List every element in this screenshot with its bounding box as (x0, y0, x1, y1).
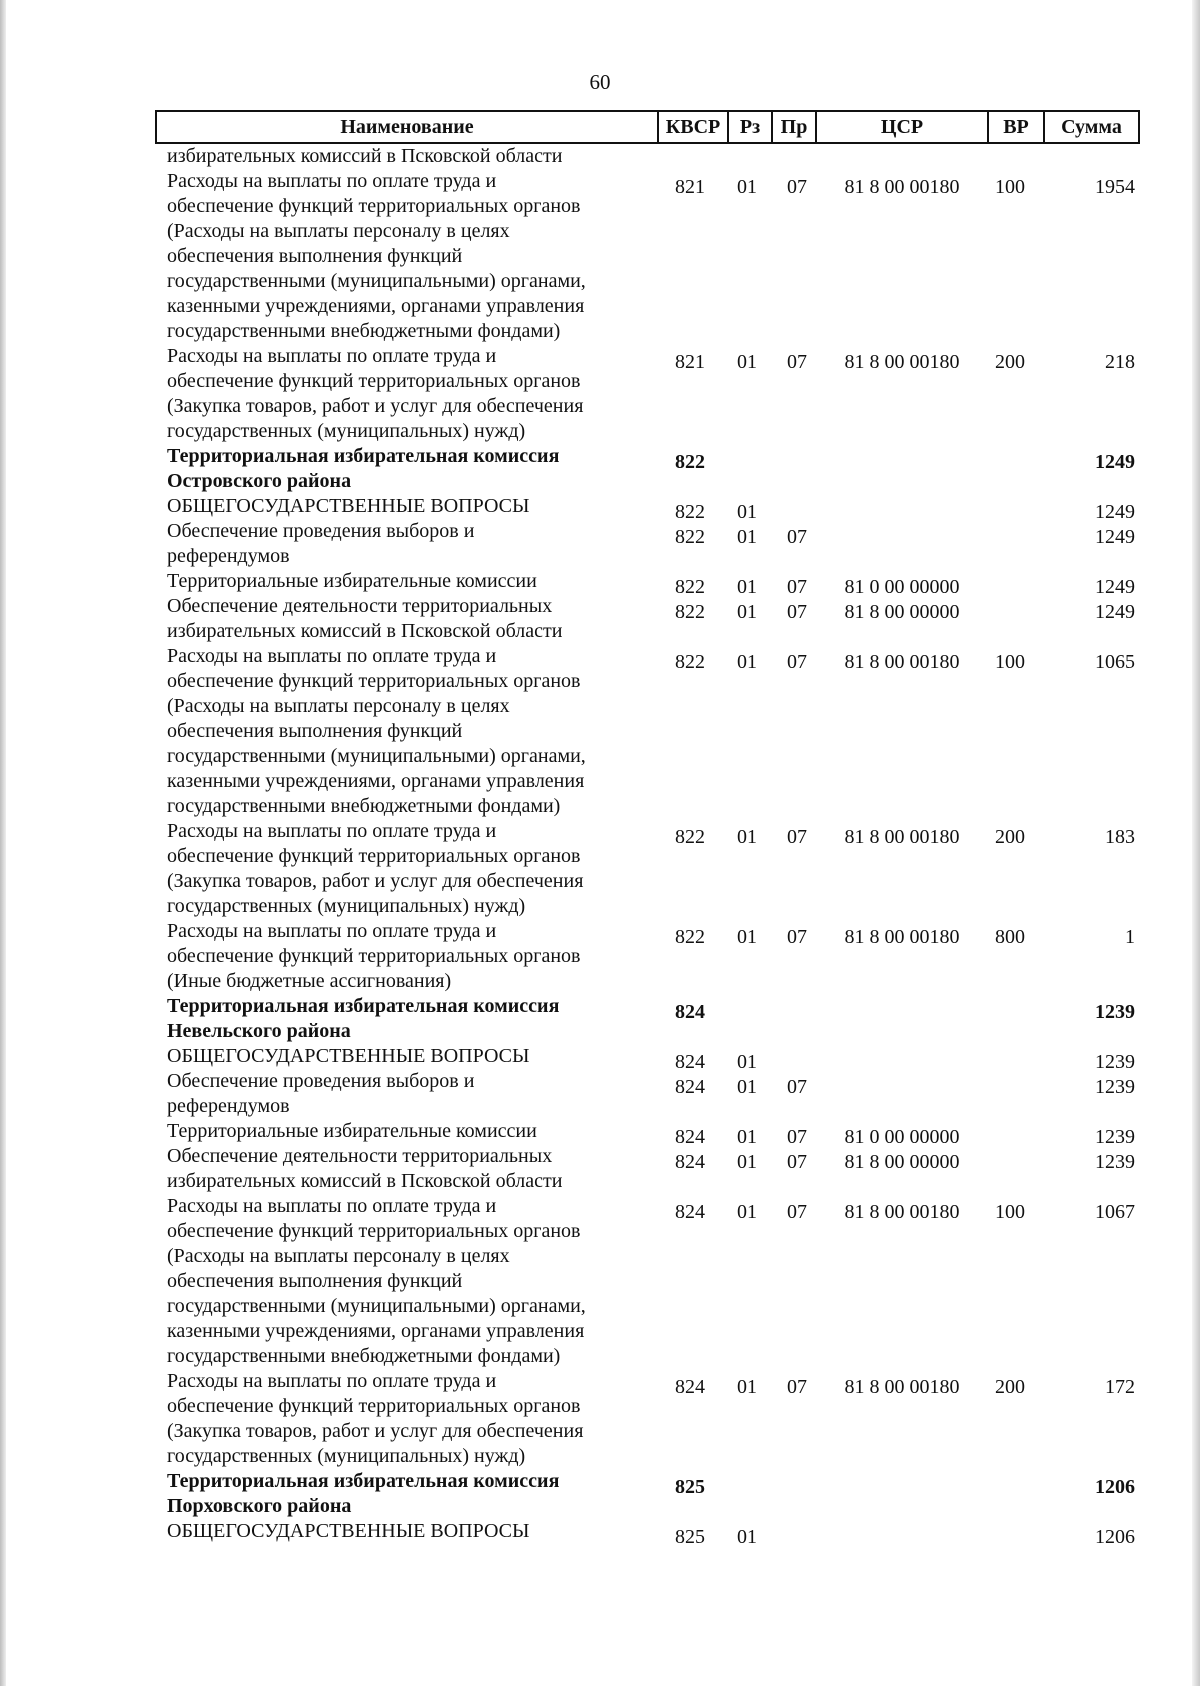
row-kvsr: 821 (675, 351, 705, 373)
row-name: Расходы на выплаты по оплате труда и обеспечение функций территориальных органов (Расходы на выплаты персоналу в целях обеспечения выполнения функций государственными (муниципальными) органами, казенными учреждениями, органами управления государственными внебюджетными фондами) (167, 1195, 586, 1367)
row-kvsr: 822 (675, 451, 705, 473)
row-kvsr: 822 (675, 601, 705, 623)
table-row (155, 1194, 1140, 1369)
row-sum: 1239 (1095, 1126, 1135, 1148)
row-name: ОБЩЕГОСУДАРСТВЕННЫЕ ВОПРОСЫ (167, 1045, 530, 1067)
row-csr: 81 8 00 00000 (844, 1151, 960, 1173)
row-sum: 1239 (1095, 1151, 1135, 1173)
row-rz: 01 (737, 526, 757, 548)
row-pr: 07 (787, 926, 807, 948)
row-pr: 07 (787, 576, 807, 598)
row-name: избирательных комиссий в Псковской области (167, 145, 563, 167)
header-sum: Сумма (1043, 112, 1138, 142)
row-name: Расходы на выплаты по оплате труда и обеспечение функций территориальных органов (Закупка товаров, работ и услуг для обеспечения государственных (муниципальных) нужд) (167, 345, 584, 442)
row-pr: 07 (787, 1376, 807, 1398)
row-sum: 218 (1105, 351, 1135, 373)
row-kvsr: 821 (675, 176, 705, 198)
row-rz: 01 (737, 601, 757, 623)
table-row (155, 919, 1140, 994)
header-pr: Пр (771, 112, 815, 142)
row-kvsr: 822 (675, 501, 705, 523)
row-sum: 172 (1105, 1376, 1135, 1398)
row-kvsr: 824 (675, 1201, 705, 1223)
row-vr: 200 (995, 1376, 1025, 1398)
table-row (155, 1369, 1140, 1469)
row-csr: 81 8 00 00180 (844, 651, 960, 673)
row-rz: 01 (737, 651, 757, 673)
table-row (155, 1519, 1140, 1548)
row-name: Обеспечение деятельности территориальных избирательных комиссий в Псковской области (167, 1145, 563, 1192)
table-row (155, 1119, 1140, 1148)
row-csr: 81 8 00 00000 (844, 601, 960, 623)
row-sum: 1954 (1095, 176, 1135, 198)
row-vr: 200 (995, 826, 1025, 848)
row-pr: 07 (787, 351, 807, 373)
row-vr: 800 (995, 926, 1025, 948)
table-row (155, 1069, 1140, 1119)
row-rz: 01 (737, 1151, 757, 1173)
row-name: ОБЩЕГОСУДАРСТВЕННЫЕ ВОПРОСЫ (167, 1520, 530, 1542)
row-kvsr: 824 (675, 1151, 705, 1173)
row-name: Обеспечение проведения выборов и референдумов (167, 520, 475, 567)
row-rz: 01 (737, 351, 757, 373)
row-sum: 1065 (1095, 651, 1135, 673)
row-sum: 1206 (1095, 1526, 1135, 1548)
row-kvsr: 822 (675, 651, 705, 673)
row-name: Расходы на выплаты по оплате труда и обеспечение функций территориальных органов (Расходы на выплаты персоналу в целях обеспечения выполнения функций государственными (муниципальными) органами, казенными учреждениями, органами управления государственными внебюджетными фондами) (167, 170, 586, 342)
table-body (155, 144, 1140, 1548)
row-pr: 07 (787, 1201, 807, 1223)
row-name: Обеспечение проведения выборов и референдумов (167, 1070, 475, 1117)
row-pr: 07 (787, 601, 807, 623)
row-kvsr: 822 (675, 826, 705, 848)
header-csr: ЦСР (815, 112, 987, 142)
row-sum: 1249 (1095, 601, 1135, 623)
budget-table (155, 110, 1140, 1548)
row-pr: 07 (787, 651, 807, 673)
row-name: Территориальные избирательные комиссии (167, 1120, 537, 1142)
row-sum: 1249 (1095, 576, 1135, 598)
row-rz: 01 (737, 1201, 757, 1223)
table-row (155, 594, 1140, 644)
row-kvsr: 825 (675, 1476, 705, 1498)
row-kvsr: 824 (675, 1376, 705, 1398)
row-kvsr: 824 (675, 1001, 705, 1023)
table-row (155, 1469, 1140, 1519)
table-row (155, 344, 1140, 444)
row-kvsr: 824 (675, 1051, 705, 1073)
row-pr: 07 (787, 526, 807, 548)
table-row (155, 1044, 1140, 1073)
row-csr: 81 8 00 00180 (844, 176, 960, 198)
row-sum: 1249 (1095, 526, 1135, 548)
row-vr: 100 (995, 651, 1025, 673)
row-csr: 81 0 00 00000 (844, 1126, 960, 1148)
row-pr: 07 (787, 1076, 807, 1098)
row-name: Территориальная избирательная комиссия Невельского района (167, 995, 560, 1042)
row-csr: 81 8 00 00180 (844, 826, 960, 848)
row-pr: 07 (787, 1126, 807, 1148)
row-name: Расходы на выплаты по оплате труда и обеспечение функций территориальных органов (Закупка товаров, работ и услуг для обеспечения государственных (муниципальных) нужд) (167, 820, 584, 917)
row-rz: 01 (737, 926, 757, 948)
table-row (155, 819, 1140, 919)
scan-edge-right (1192, 0, 1200, 1686)
row-sum: 183 (1105, 826, 1135, 848)
row-rz: 01 (737, 1126, 757, 1148)
table-row (155, 444, 1140, 494)
row-pr: 07 (787, 826, 807, 848)
header-vr: ВР (987, 112, 1043, 142)
table-row (155, 519, 1140, 569)
row-rz: 01 (737, 1051, 757, 1073)
row-kvsr: 822 (675, 526, 705, 548)
row-sum: 1249 (1095, 501, 1135, 523)
row-csr: 81 8 00 00180 (844, 1201, 960, 1223)
table-row (155, 994, 1140, 1044)
scan-edge-left (0, 0, 6, 1686)
row-rz: 01 (737, 501, 757, 523)
row-name: Расходы на выплаты по оплате труда и обеспечение функций территориальных органов (Расходы на выплаты персоналу в целях обеспечения выполнения функций государственными (муниципальными) органами, казенными учреждениями, органами управления государственными внебюджетными фондами) (167, 645, 586, 817)
table-row (155, 494, 1140, 523)
row-vr: 100 (995, 176, 1025, 198)
row-vr: 200 (995, 351, 1025, 373)
row-csr: 81 8 00 00180 (844, 351, 960, 373)
row-name: Территориальная избирательная комиссия Порховского района (167, 1470, 560, 1517)
row-kvsr: 822 (675, 926, 705, 948)
table-row (155, 1144, 1140, 1194)
row-sum: 1239 (1095, 1051, 1135, 1073)
row-sum: 1249 (1095, 451, 1135, 473)
row-csr: 81 0 00 00000 (844, 576, 960, 598)
header-rz: Рз (727, 112, 771, 142)
table-header (155, 110, 1140, 144)
row-rz: 01 (737, 1526, 757, 1548)
row-sum: 1 (1125, 926, 1135, 948)
row-name: Расходы на выплаты по оплате труда и обеспечение функций территориальных органов (Иные бюджетные ассигнования) (167, 920, 581, 992)
row-sum: 1067 (1095, 1201, 1135, 1223)
row-name: Расходы на выплаты по оплате труда и обеспечение функций территориальных органов (Закупка товаров, работ и услуг для обеспечения государственных (муниципальных) нужд) (167, 1370, 584, 1467)
row-rz: 01 (737, 176, 757, 198)
row-rz: 01 (737, 826, 757, 848)
row-rz: 01 (737, 1076, 757, 1098)
table-row (155, 569, 1140, 598)
row-kvsr: 822 (675, 576, 705, 598)
row-rz: 01 (737, 1376, 757, 1398)
row-name: Территориальная избирательная комиссия Островского района (167, 445, 560, 492)
row-rz: 01 (737, 576, 757, 598)
row-name: Территориальные избирательные комиссии (167, 570, 537, 592)
table-row (155, 644, 1140, 819)
row-sum: 1206 (1095, 1476, 1135, 1498)
row-sum: 1239 (1095, 1001, 1135, 1023)
row-csr: 81 8 00 00180 (844, 1376, 960, 1398)
table-row (155, 169, 1140, 344)
row-kvsr: 824 (675, 1076, 705, 1098)
header-name: Наименование (340, 116, 474, 138)
row-csr: 81 8 00 00180 (844, 926, 960, 948)
header-kvsr: КВСР (657, 112, 727, 142)
row-kvsr: 825 (675, 1526, 705, 1548)
row-name: Обеспечение деятельности территориальных избирательных комиссий в Псковской области (167, 595, 563, 642)
row-pr: 07 (787, 176, 807, 198)
page-number: 60 (589, 70, 611, 94)
row-pr: 07 (787, 1151, 807, 1173)
row-name: ОБЩЕГОСУДАРСТВЕННЫЕ ВОПРОСЫ (167, 495, 530, 517)
row-vr: 100 (995, 1201, 1025, 1223)
row-kvsr: 824 (675, 1126, 705, 1148)
row-sum: 1239 (1095, 1076, 1135, 1098)
table-row (155, 144, 1140, 169)
